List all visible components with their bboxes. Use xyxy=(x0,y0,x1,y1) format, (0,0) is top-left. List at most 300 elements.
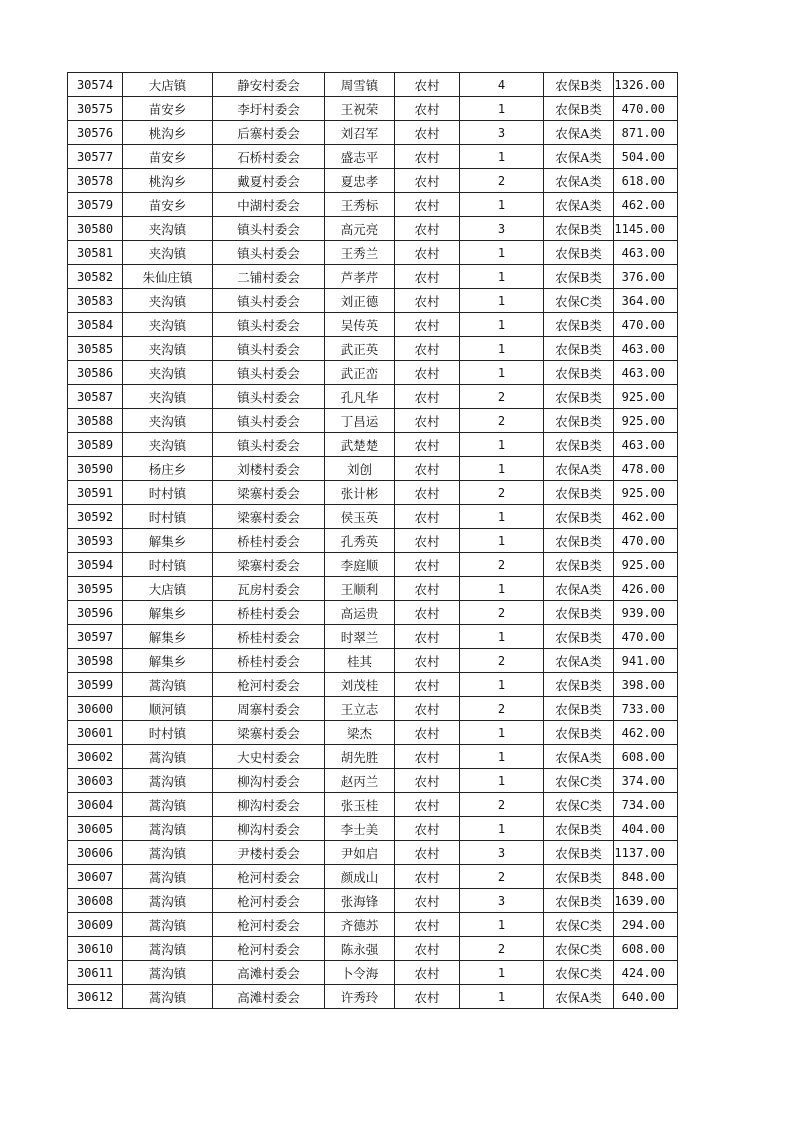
category-cell: 农保A类 xyxy=(544,193,614,217)
record-id-cell: 30594 xyxy=(68,553,123,577)
household-size-cell: 1 xyxy=(460,985,544,1009)
name-cell: 王立志 xyxy=(325,697,395,721)
category-cell: 农保A类 xyxy=(544,121,614,145)
name-cell: 许秀玲 xyxy=(325,985,395,1009)
name-cell: 王秀兰 xyxy=(325,241,395,265)
township-cell: 蒿沟镇 xyxy=(123,889,213,913)
village-committee-cell: 柳沟村委会 xyxy=(213,817,325,841)
village-committee-cell: 后寨村委会 xyxy=(213,121,325,145)
village-committee-cell: 镇头村委会 xyxy=(213,241,325,265)
household-size-cell: 1 xyxy=(460,769,544,793)
name-cell: 周雪镇 xyxy=(325,73,395,97)
name-cell: 武楚楚 xyxy=(325,433,395,457)
name-cell: 王祝荣 xyxy=(325,97,395,121)
table-row xyxy=(68,145,678,169)
record-id-cell: 30591 xyxy=(68,481,123,505)
category-cell: 农保B类 xyxy=(544,889,614,913)
household-size-cell: 1 xyxy=(460,97,544,121)
village-committee-cell: 梁寨村委会 xyxy=(213,481,325,505)
area-type-cell: 农村 xyxy=(395,217,460,241)
household-size-cell: 1 xyxy=(460,961,544,985)
name-cell: 丁昌运 xyxy=(325,409,395,433)
table-row xyxy=(68,529,678,553)
household-size-cell: 2 xyxy=(460,553,544,577)
household-size-cell: 1 xyxy=(460,433,544,457)
household-size-cell: 2 xyxy=(460,601,544,625)
category-cell: 农保A类 xyxy=(544,985,614,1009)
township-cell: 夹沟镇 xyxy=(123,433,213,457)
village-committee-cell: 桥桂村委会 xyxy=(213,601,325,625)
table-row xyxy=(68,865,678,889)
name-cell: 武正英 xyxy=(325,337,395,361)
record-id-cell: 30607 xyxy=(68,865,123,889)
table-row xyxy=(68,73,678,97)
amount-cell: 398.00 xyxy=(614,673,678,697)
township-cell: 蒿沟镇 xyxy=(123,673,213,697)
township-cell: 蒿沟镇 xyxy=(123,745,213,769)
area-type-cell: 农村 xyxy=(395,817,460,841)
township-cell: 夹沟镇 xyxy=(123,409,213,433)
township-cell: 夹沟镇 xyxy=(123,313,213,337)
amount-cell: 871.00 xyxy=(614,121,678,145)
table-row xyxy=(68,361,678,385)
category-cell: 农保B类 xyxy=(544,817,614,841)
name-cell: 王顺利 xyxy=(325,577,395,601)
village-committee-cell: 枪河村委会 xyxy=(213,937,325,961)
name-cell: 吴传英 xyxy=(325,313,395,337)
table-row xyxy=(68,769,678,793)
area-type-cell: 农村 xyxy=(395,961,460,985)
household-size-cell: 2 xyxy=(460,169,544,193)
village-committee-cell: 镇头村委会 xyxy=(213,361,325,385)
table-row xyxy=(68,457,678,481)
category-cell: 农保B类 xyxy=(544,385,614,409)
household-size-cell: 1 xyxy=(460,745,544,769)
name-cell: 刘创 xyxy=(325,457,395,481)
village-committee-cell: 梁寨村委会 xyxy=(213,505,325,529)
household-size-cell: 1 xyxy=(460,505,544,529)
category-cell: 农保B类 xyxy=(544,529,614,553)
village-committee-cell: 枪河村委会 xyxy=(213,673,325,697)
area-type-cell: 农村 xyxy=(395,913,460,937)
table-row xyxy=(68,697,678,721)
record-id-cell: 30587 xyxy=(68,385,123,409)
amount-cell: 470.00 xyxy=(614,313,678,337)
table-row xyxy=(68,481,678,505)
area-type-cell: 农村 xyxy=(395,673,460,697)
village-committee-cell: 枪河村委会 xyxy=(213,889,325,913)
household-size-cell: 1 xyxy=(460,577,544,601)
township-cell: 桃沟乡 xyxy=(123,169,213,193)
category-cell: 农保B类 xyxy=(544,433,614,457)
township-cell: 大店镇 xyxy=(123,73,213,97)
village-committee-cell: 镇头村委会 xyxy=(213,289,325,313)
township-cell: 夹沟镇 xyxy=(123,241,213,265)
name-cell: 王秀标 xyxy=(325,193,395,217)
category-cell: 农保B类 xyxy=(544,505,614,529)
area-type-cell: 农村 xyxy=(395,121,460,145)
name-cell: 齐德苏 xyxy=(325,913,395,937)
category-cell: 农保C类 xyxy=(544,289,614,313)
township-cell: 蒿沟镇 xyxy=(123,937,213,961)
household-size-cell: 1 xyxy=(460,529,544,553)
table-row xyxy=(68,169,678,193)
area-type-cell: 农村 xyxy=(395,721,460,745)
category-cell: 农保C类 xyxy=(544,913,614,937)
area-type-cell: 农村 xyxy=(395,649,460,673)
amount-cell: 404.00 xyxy=(614,817,678,841)
table-row xyxy=(68,97,678,121)
area-type-cell: 农村 xyxy=(395,769,460,793)
record-id-cell: 30597 xyxy=(68,625,123,649)
township-cell: 蒿沟镇 xyxy=(123,961,213,985)
household-size-cell: 2 xyxy=(460,865,544,889)
household-size-cell: 1 xyxy=(460,313,544,337)
township-cell: 蒿沟镇 xyxy=(123,865,213,889)
area-type-cell: 农村 xyxy=(395,793,460,817)
table-row xyxy=(68,385,678,409)
amount-cell: 463.00 xyxy=(614,361,678,385)
table-row xyxy=(68,433,678,457)
village-committee-cell: 镇头村委会 xyxy=(213,433,325,457)
record-id-cell: 30596 xyxy=(68,601,123,625)
township-cell: 朱仙庄镇 xyxy=(123,265,213,289)
category-cell: 农保B类 xyxy=(544,481,614,505)
category-cell: 农保A类 xyxy=(544,145,614,169)
record-id-cell: 30581 xyxy=(68,241,123,265)
name-cell: 卜令海 xyxy=(325,961,395,985)
name-cell: 盛志平 xyxy=(325,145,395,169)
name-cell: 颜成山 xyxy=(325,865,395,889)
township-cell: 苗安乡 xyxy=(123,145,213,169)
township-cell: 夹沟镇 xyxy=(123,337,213,361)
name-cell: 张计彬 xyxy=(325,481,395,505)
category-cell: 农保B类 xyxy=(544,673,614,697)
village-committee-cell: 刘楼村委会 xyxy=(213,457,325,481)
amount-cell: 376.00 xyxy=(614,265,678,289)
household-size-cell: 1 xyxy=(460,145,544,169)
village-committee-cell: 中湖村委会 xyxy=(213,193,325,217)
category-cell: 农保A类 xyxy=(544,649,614,673)
township-cell: 苗安乡 xyxy=(123,97,213,121)
category-cell: 农保B类 xyxy=(544,865,614,889)
township-cell: 时村镇 xyxy=(123,481,213,505)
village-committee-cell: 柳沟村委会 xyxy=(213,769,325,793)
name-cell: 时翠兰 xyxy=(325,625,395,649)
table-row xyxy=(68,121,678,145)
township-cell: 时村镇 xyxy=(123,553,213,577)
name-cell: 陈永强 xyxy=(325,937,395,961)
record-id-cell: 30606 xyxy=(68,841,123,865)
household-size-cell: 1 xyxy=(460,361,544,385)
amount-cell: 618.00 xyxy=(614,169,678,193)
record-id-cell: 30604 xyxy=(68,793,123,817)
table-row xyxy=(68,625,678,649)
village-committee-cell: 梁寨村委会 xyxy=(213,721,325,745)
household-size-cell: 1 xyxy=(460,721,544,745)
household-size-cell: 2 xyxy=(460,793,544,817)
area-type-cell: 农村 xyxy=(395,73,460,97)
township-cell: 解集乡 xyxy=(123,601,213,625)
village-committee-cell: 尹楼村委会 xyxy=(213,841,325,865)
record-id-cell: 30608 xyxy=(68,889,123,913)
record-id-cell: 30610 xyxy=(68,937,123,961)
amount-cell: 470.00 xyxy=(614,97,678,121)
record-id-cell: 30611 xyxy=(68,961,123,985)
village-committee-cell: 镇头村委会 xyxy=(213,385,325,409)
household-size-cell: 1 xyxy=(460,265,544,289)
township-cell: 桃沟乡 xyxy=(123,121,213,145)
table-row xyxy=(68,265,678,289)
record-id-cell: 30585 xyxy=(68,337,123,361)
record-id-cell: 30580 xyxy=(68,217,123,241)
township-cell: 蒿沟镇 xyxy=(123,985,213,1009)
category-cell: 农保C类 xyxy=(544,961,614,985)
table-row xyxy=(68,649,678,673)
category-cell: 农保C类 xyxy=(544,769,614,793)
area-type-cell: 农村 xyxy=(395,481,460,505)
table-row xyxy=(68,193,678,217)
record-id-cell: 30576 xyxy=(68,121,123,145)
category-cell: 农保A类 xyxy=(544,745,614,769)
record-id-cell: 30609 xyxy=(68,913,123,937)
household-size-cell: 1 xyxy=(460,625,544,649)
area-type-cell: 农村 xyxy=(395,889,460,913)
table-row xyxy=(68,889,678,913)
table-row xyxy=(68,961,678,985)
household-size-cell: 2 xyxy=(460,481,544,505)
area-type-cell: 农村 xyxy=(395,985,460,1009)
area-type-cell: 农村 xyxy=(395,529,460,553)
record-id-cell: 30586 xyxy=(68,361,123,385)
household-size-cell: 2 xyxy=(460,409,544,433)
area-type-cell: 农村 xyxy=(395,385,460,409)
township-cell: 解集乡 xyxy=(123,625,213,649)
amount-cell: 426.00 xyxy=(614,577,678,601)
household-size-cell: 2 xyxy=(460,937,544,961)
township-cell: 夹沟镇 xyxy=(123,217,213,241)
amount-cell: 733.00 xyxy=(614,697,678,721)
area-type-cell: 农村 xyxy=(395,97,460,121)
category-cell: 农保B类 xyxy=(544,841,614,865)
amount-cell: 462.00 xyxy=(614,721,678,745)
category-cell: 农保B类 xyxy=(544,721,614,745)
village-committee-cell: 镇头村委会 xyxy=(213,337,325,361)
area-type-cell: 农村 xyxy=(395,433,460,457)
household-size-cell: 3 xyxy=(460,217,544,241)
category-cell: 农保B类 xyxy=(544,601,614,625)
table-row xyxy=(68,817,678,841)
household-size-cell: 1 xyxy=(460,193,544,217)
record-id-cell: 30577 xyxy=(68,145,123,169)
township-cell: 解集乡 xyxy=(123,529,213,553)
village-committee-cell: 周寨村委会 xyxy=(213,697,325,721)
township-cell: 解集乡 xyxy=(123,649,213,673)
area-type-cell: 农村 xyxy=(395,457,460,481)
category-cell: 农保B类 xyxy=(544,313,614,337)
area-type-cell: 农村 xyxy=(395,601,460,625)
amount-cell: 640.00 xyxy=(614,985,678,1009)
amount-cell: 470.00 xyxy=(614,529,678,553)
area-type-cell: 农村 xyxy=(395,193,460,217)
table-row xyxy=(68,937,678,961)
record-id-cell: 30575 xyxy=(68,97,123,121)
record-id-cell: 30612 xyxy=(68,985,123,1009)
table-row xyxy=(68,577,678,601)
household-size-cell: 1 xyxy=(460,457,544,481)
township-cell: 蒿沟镇 xyxy=(123,913,213,937)
village-committee-cell: 高滩村委会 xyxy=(213,961,325,985)
area-type-cell: 农村 xyxy=(395,169,460,193)
amount-cell: 424.00 xyxy=(614,961,678,985)
township-cell: 蒿沟镇 xyxy=(123,841,213,865)
category-cell: 农保B类 xyxy=(544,265,614,289)
name-cell: 高运贵 xyxy=(325,601,395,625)
amount-cell: 374.00 xyxy=(614,769,678,793)
area-type-cell: 农村 xyxy=(395,865,460,889)
area-type-cell: 农村 xyxy=(395,313,460,337)
category-cell: 农保C类 xyxy=(544,937,614,961)
record-id-cell: 30599 xyxy=(68,673,123,697)
township-cell: 蒿沟镇 xyxy=(123,817,213,841)
village-committee-cell: 瓦房村委会 xyxy=(213,577,325,601)
category-cell: 农保B类 xyxy=(544,409,614,433)
amount-cell: 478.00 xyxy=(614,457,678,481)
category-cell: 农保B类 xyxy=(544,337,614,361)
record-id-cell: 30579 xyxy=(68,193,123,217)
amount-cell: 848.00 xyxy=(614,865,678,889)
table-row xyxy=(68,553,678,577)
record-id-cell: 30601 xyxy=(68,721,123,745)
area-type-cell: 农村 xyxy=(395,697,460,721)
amount-cell: 925.00 xyxy=(614,553,678,577)
household-size-cell: 3 xyxy=(460,121,544,145)
table-row xyxy=(68,745,678,769)
village-committee-cell: 石桥村委会 xyxy=(213,145,325,169)
area-type-cell: 农村 xyxy=(395,409,460,433)
township-cell: 顺河镇 xyxy=(123,697,213,721)
record-id-cell: 30582 xyxy=(68,265,123,289)
name-cell: 孔秀英 xyxy=(325,529,395,553)
record-id-cell: 30578 xyxy=(68,169,123,193)
name-cell: 张玉桂 xyxy=(325,793,395,817)
amount-cell: 364.00 xyxy=(614,289,678,313)
amount-cell: 925.00 xyxy=(614,481,678,505)
village-committee-cell: 桥桂村委会 xyxy=(213,649,325,673)
amount-cell: 1326.00 xyxy=(614,73,678,97)
area-type-cell: 农村 xyxy=(395,289,460,313)
record-id-cell: 30595 xyxy=(68,577,123,601)
name-cell: 侯玉英 xyxy=(325,505,395,529)
household-size-cell: 3 xyxy=(460,841,544,865)
amount-cell: 925.00 xyxy=(614,385,678,409)
household-size-cell: 1 xyxy=(460,673,544,697)
amount-cell: 1137.00 xyxy=(614,841,678,865)
amount-cell: 462.00 xyxy=(614,505,678,529)
name-cell: 孔凡华 xyxy=(325,385,395,409)
amount-cell: 463.00 xyxy=(614,337,678,361)
record-id-cell: 30605 xyxy=(68,817,123,841)
record-id-cell: 30602 xyxy=(68,745,123,769)
amount-cell: 941.00 xyxy=(614,649,678,673)
village-committee-cell: 镇头村委会 xyxy=(213,313,325,337)
table-row xyxy=(68,793,678,817)
amount-cell: 734.00 xyxy=(614,793,678,817)
village-committee-cell: 大史村委会 xyxy=(213,745,325,769)
area-type-cell: 农村 xyxy=(395,337,460,361)
records-table xyxy=(67,72,678,1009)
household-size-cell: 1 xyxy=(460,337,544,361)
record-id-cell: 30600 xyxy=(68,697,123,721)
township-cell: 夹沟镇 xyxy=(123,361,213,385)
category-cell: 农保B类 xyxy=(544,553,614,577)
table-row xyxy=(68,505,678,529)
village-committee-cell: 戴夏村委会 xyxy=(213,169,325,193)
village-committee-cell: 李圩村委会 xyxy=(213,97,325,121)
table-row xyxy=(68,841,678,865)
category-cell: 农保B类 xyxy=(544,73,614,97)
category-cell: 农保A类 xyxy=(544,577,614,601)
village-committee-cell: 柳沟村委会 xyxy=(213,793,325,817)
name-cell: 高元亮 xyxy=(325,217,395,241)
record-id-cell: 30593 xyxy=(68,529,123,553)
amount-cell: 470.00 xyxy=(614,625,678,649)
household-size-cell: 1 xyxy=(460,289,544,313)
township-cell: 夹沟镇 xyxy=(123,289,213,313)
category-cell: 农保C类 xyxy=(544,793,614,817)
table-row xyxy=(68,985,678,1009)
record-id-cell: 30603 xyxy=(68,769,123,793)
household-size-cell: 1 xyxy=(460,241,544,265)
name-cell: 芦孝芹 xyxy=(325,265,395,289)
area-type-cell: 农村 xyxy=(395,577,460,601)
village-committee-cell: 镇头村委会 xyxy=(213,217,325,241)
amount-cell: 463.00 xyxy=(614,241,678,265)
category-cell: 农保B类 xyxy=(544,625,614,649)
village-committee-cell: 镇头村委会 xyxy=(213,409,325,433)
category-cell: 农保B类 xyxy=(544,241,614,265)
village-committee-cell: 二铺村委会 xyxy=(213,265,325,289)
township-cell: 蒿沟镇 xyxy=(123,793,213,817)
category-cell: 农保A类 xyxy=(544,457,614,481)
village-committee-cell: 高滩村委会 xyxy=(213,985,325,1009)
name-cell: 李庭顺 xyxy=(325,553,395,577)
township-cell: 时村镇 xyxy=(123,721,213,745)
amount-cell: 462.00 xyxy=(614,193,678,217)
township-cell: 苗安乡 xyxy=(123,193,213,217)
amount-cell: 608.00 xyxy=(614,937,678,961)
area-type-cell: 农村 xyxy=(395,265,460,289)
household-size-cell: 4 xyxy=(460,73,544,97)
village-committee-cell: 枪河村委会 xyxy=(213,865,325,889)
area-type-cell: 农村 xyxy=(395,841,460,865)
category-cell: 农保B类 xyxy=(544,697,614,721)
amount-cell: 608.00 xyxy=(614,745,678,769)
household-size-cell: 3 xyxy=(460,889,544,913)
category-cell: 农保B类 xyxy=(544,97,614,121)
amount-cell: 1639.00 xyxy=(614,889,678,913)
area-type-cell: 农村 xyxy=(395,553,460,577)
area-type-cell: 农村 xyxy=(395,937,460,961)
table-row xyxy=(68,409,678,433)
area-type-cell: 农村 xyxy=(395,361,460,385)
category-cell: 农保B类 xyxy=(544,361,614,385)
record-id-cell: 30589 xyxy=(68,433,123,457)
table-row xyxy=(68,337,678,361)
name-cell: 刘召军 xyxy=(325,121,395,145)
village-committee-cell: 静安村委会 xyxy=(213,73,325,97)
table-row xyxy=(68,241,678,265)
